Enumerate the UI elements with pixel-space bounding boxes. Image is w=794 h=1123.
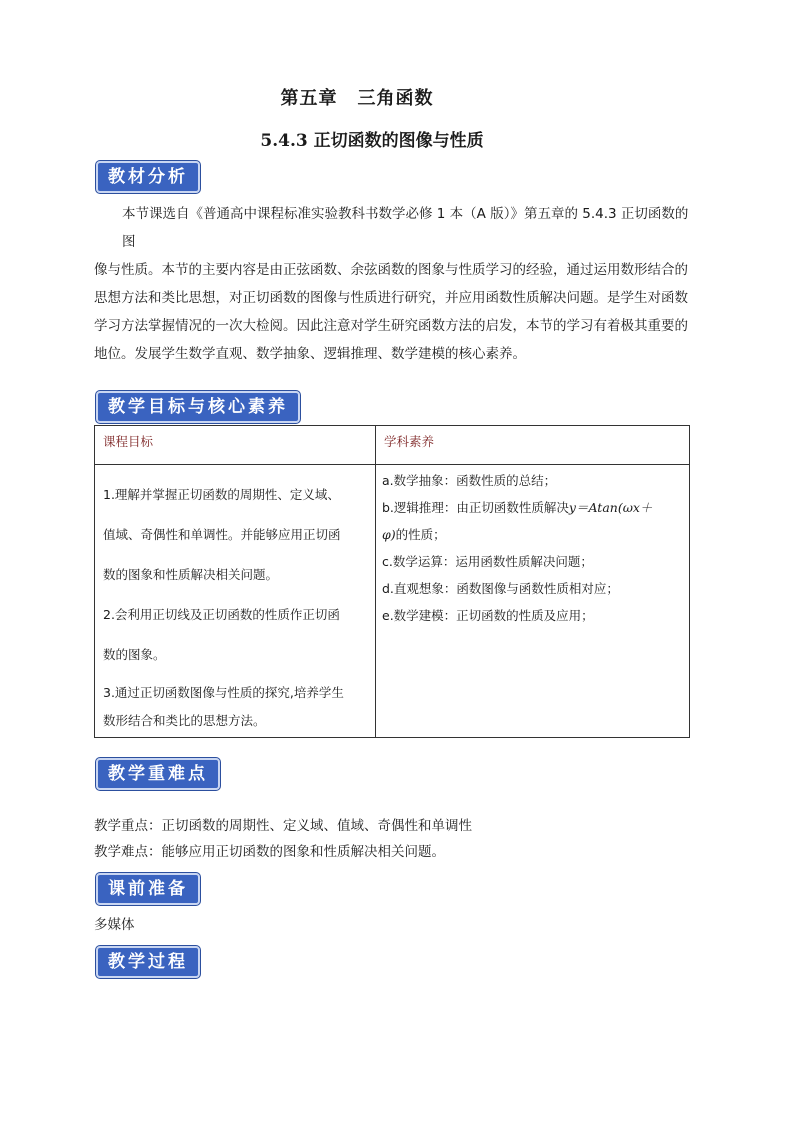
- goals-body-row: [95, 465, 690, 738]
- goals-header-right: 学科素养: [376, 426, 690, 465]
- literacy-e: e.数学建模：正切函数的性质及应用；: [382, 608, 594, 623]
- goals-header-row: [95, 426, 690, 465]
- key-focus-text: 教学重点：正切函数的周期性、定义域、值域、奇偶性和单调性: [94, 818, 472, 834]
- literacy-b-text: b.逻辑推理：由正切函数性质解决: [382, 500, 569, 515]
- prep-badge: 课前准备: [96, 873, 200, 905]
- literacy-b-suffix: 的性质；: [395, 527, 446, 542]
- goal-line: 2.会利用正切线及正切函数的性质作正切函: [103, 607, 340, 622]
- analysis-line-1: 本节课选自《普通高中课程标准实验教科书数学必修 1 本（A 版）》第五章的 5.4.3 正切函数的: [122, 206, 689, 222]
- goals-badge: 教学目标与核心素养: [96, 391, 300, 423]
- section-title: 5.4.3 正切函数的图像与性质: [260, 131, 484, 151]
- goal-line: 数的图象。: [103, 647, 166, 662]
- goal-line: 值域、奇偶性和单调性。并能够应用正切函: [103, 527, 341, 542]
- goal-line: 数形结合和类比的思想方法。: [103, 713, 266, 728]
- prep-text: 多媒体: [94, 917, 135, 933]
- literacy-b-formula: y＝Atan(ωx＋: [568, 500, 653, 515]
- analysis-badge: 教材分析: [96, 161, 200, 193]
- literacy-cell: [376, 465, 690, 738]
- literacy-b-cont: [382, 521, 683, 548]
- goals-table: [94, 425, 690, 738]
- literacy-b: [382, 494, 683, 521]
- goal-line: 数的图象和性质解决相关问题。: [103, 567, 279, 582]
- literacy-c: c.数学运算：运用函数性质解决问题；: [382, 554, 593, 569]
- key-difficulty-text: 教学难点：能够应用正切函数的图象和性质解决相关问题。: [94, 844, 445, 860]
- key-points-badge: 教学重难点: [96, 758, 220, 790]
- chapter-number: 第五章: [280, 88, 338, 109]
- literacy-d: d.直观想象：函数图像与函数性质相对应；: [382, 581, 619, 596]
- goal-line: 1.理解并掌握正切函数的周期性、定义域、: [103, 487, 340, 502]
- analysis-line-2: 图: [122, 234, 136, 250]
- analysis-body: 像与性质。本节的主要内容是由正弦函数、余弦函数的图象与性质学习的经验，通过运用数形结合的思想方法和类比思想，对正切函数的图像与性质进行研究，并应用函数性质解决问题。是学生对函数学习方法掌握情况的一次大检阅。因此注意对学生研究函数方法的启发，本节的学习有着极其重要的地位。发展学生数学直观、数学抽象、逻辑推理、数学建模的核心素养。: [94, 262, 688, 362]
- analysis-paragraph: [94, 200, 700, 368]
- process-badge: 教学过程: [96, 946, 200, 978]
- literacy-a: a.数学抽象：函数性质的总结；: [382, 473, 557, 488]
- goal-line: 3.通过正切函数图像与性质的探究,培养学生: [103, 685, 344, 700]
- chapter-title: 三角函数: [357, 88, 434, 109]
- goals-header-left: 课程目标: [95, 426, 376, 465]
- literacy-b-formula-2: φ): [382, 527, 396, 542]
- chapter-heading: [0, 84, 714, 110]
- course-goals-cell: [95, 465, 376, 738]
